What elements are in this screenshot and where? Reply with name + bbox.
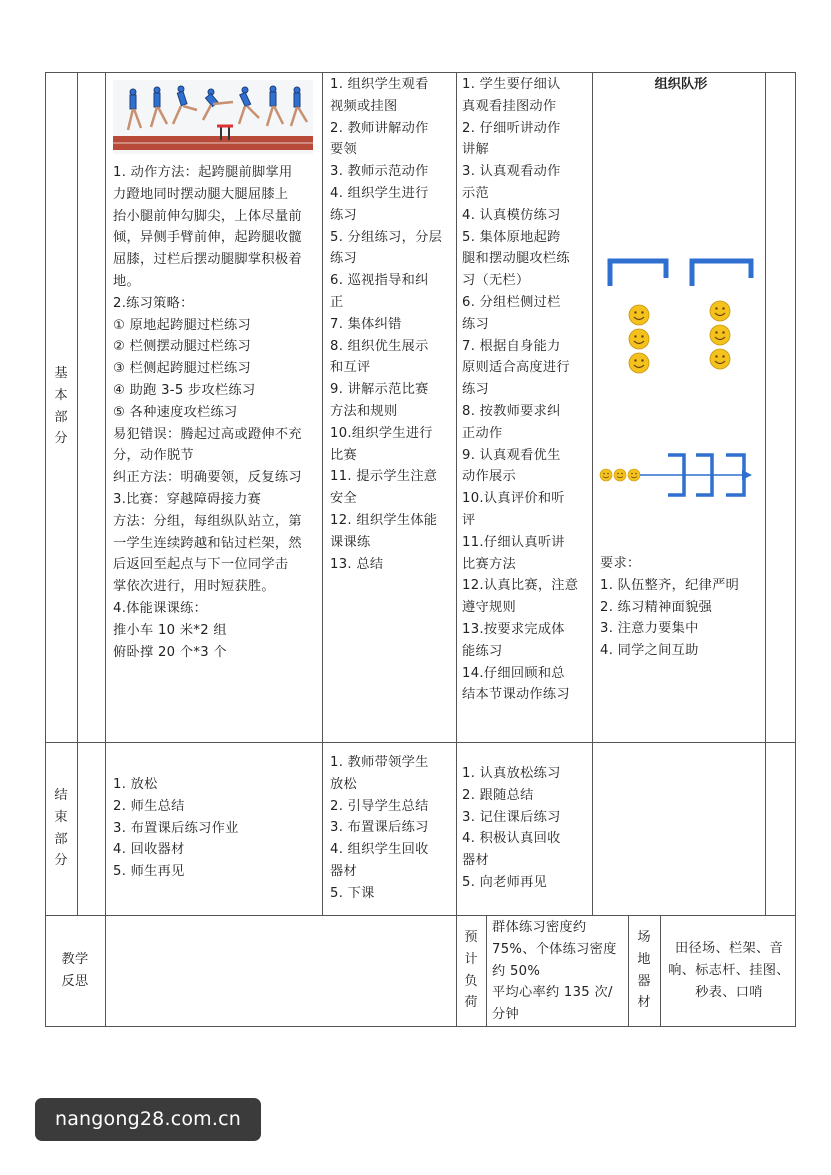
text-line: 练习: [462, 316, 489, 332]
text-line: 2. 练习精神面貌强: [600, 599, 713, 615]
table-border-top: [45, 72, 796, 73]
text-line: 抬小腿前伸勾脚尖，上体尽量前: [113, 208, 302, 224]
text-line: 7. 集体纠错: [330, 316, 402, 332]
text-line: 13. 总结: [330, 556, 384, 572]
text-line: 4. 同学之间互助: [600, 643, 699, 659]
text-line: 10.认真评价和听: [462, 491, 565, 507]
text-line: 4.体能课课练：: [113, 600, 208, 616]
text-line: 安全: [330, 491, 357, 507]
text-line: 2.练习策略：: [113, 295, 194, 311]
text-line: 和互评: [330, 360, 371, 376]
text-line: 腿和摆动腿攻栏练: [462, 251, 570, 267]
text-line: 原则适合高度进行: [462, 360, 570, 376]
text-line: 12. 组织学生体能: [330, 512, 438, 528]
smiley-icon: [614, 469, 626, 481]
end-content: [113, 774, 239, 883]
hurdle-photo: [113, 80, 313, 154]
text-line: 练习: [330, 207, 357, 223]
text-line: 5. 向老师再见: [462, 874, 548, 890]
text-line: 9. 认真观看优生: [462, 447, 561, 463]
text-line: 3. 记住课后练习: [462, 809, 561, 825]
smiley-icon: [629, 353, 649, 373]
label-char: 分: [54, 431, 68, 447]
text-line: 示范: [462, 185, 489, 201]
text-line: 后返回至起点与下一位同学击: [113, 557, 289, 573]
text-line: 正: [330, 294, 344, 310]
text-line: ② 栏侧摆动腿过栏练习: [113, 339, 252, 355]
text-line: 练习: [330, 251, 357, 267]
label-char: 计: [464, 951, 478, 967]
text-line: ③ 栏侧起跨腿过栏练习: [113, 361, 252, 377]
smiley-icon: [629, 329, 649, 349]
text-line: ① 原地起跨腿过栏练习: [113, 317, 252, 333]
venue-text: [665, 938, 793, 1003]
row-divider-end-footer: [45, 915, 796, 916]
text-line: 4. 组织学生回收: [330, 842, 429, 858]
smiley-group-right: [707, 298, 733, 370]
text-line: 2. 师生总结: [113, 798, 185, 814]
text-line: 6. 分组栏侧过栏: [462, 294, 561, 310]
footer-divider-2: [628, 915, 629, 1027]
text-line: 2. 跟随总结: [462, 787, 534, 803]
text-line: 方法：分组，每组纵队站立，第: [113, 513, 302, 529]
text-line: 13.按要求完成体: [462, 621, 565, 637]
text-line: 2. 仔细听讲动作: [462, 120, 561, 136]
text-line: 1. 放松: [113, 777, 158, 792]
text-line: 1. 学生要仔细认: [462, 77, 561, 92]
text-line: 教学: [61, 952, 89, 967]
text-line: 俯卧撑 20 个*3 个: [113, 644, 227, 660]
text-line: 7. 根据自身能力: [462, 338, 561, 354]
text-line: 一学生连续跨越和钻过栏架，然: [113, 535, 302, 551]
text-line: 8. 按教师要求纠: [462, 403, 561, 419]
label-char: 分: [54, 853, 68, 869]
text-line: 3. 布置课后练习: [330, 820, 429, 836]
col-divider-2: [105, 72, 106, 1027]
text-line: 易犯错误：腾起过高或蹬伸不充: [113, 426, 302, 442]
text-line: 屈膝，过栏后摆动腿脚掌积极着: [113, 252, 302, 268]
text-line: 11.仔细认真听讲: [462, 534, 565, 550]
label-char: 地: [637, 951, 651, 967]
arrow-formation-diagram: [640, 452, 756, 498]
text-line: 1. 教师带领学生: [330, 755, 429, 770]
text-line: 1. 认真放松练习: [462, 766, 561, 781]
venue-label: [634, 927, 654, 1014]
col-divider-3: [322, 72, 323, 916]
text-line: 分钟: [492, 1007, 519, 1023]
text-line: 掌依次进行，用时短获胜。: [113, 579, 275, 595]
text-line: 12.认真比赛，注意: [462, 578, 579, 594]
text-line: 75%、个体练习密度: [492, 941, 617, 957]
basic-section-label: [51, 363, 71, 450]
table-border-right: [795, 72, 796, 1027]
text-line: 能练习: [462, 643, 503, 659]
text-line: 比赛方法: [462, 556, 516, 572]
text-line: 要求：: [600, 556, 641, 571]
text-line: 地。: [113, 273, 140, 289]
text-line: 力蹬地同时摆动腿大腿屈膝上: [113, 186, 289, 202]
basic-content: [113, 162, 302, 663]
text-line: 群体练习密度约: [492, 920, 587, 935]
text-line: 视频或挂图: [330, 98, 398, 114]
basic-teacher-activities: [330, 74, 442, 575]
text-line: 方法和规则: [330, 403, 398, 419]
text-line: 正动作: [462, 425, 503, 441]
text-line: 10.组织学生进行: [330, 425, 433, 441]
smiley-group-left: [626, 302, 652, 374]
label-char: 预: [464, 930, 478, 945]
col-divider-6: [765, 72, 766, 916]
load-text: [492, 917, 617, 1026]
table-border-left: [45, 72, 46, 1027]
label-char: 材: [637, 995, 651, 1011]
text-line: 3. 布置课后练习作业: [113, 820, 239, 836]
text-line: 4. 认真模仿练习: [462, 207, 561, 223]
col-divider-5: [592, 72, 593, 916]
text-line: 4. 组织学生进行: [330, 185, 429, 201]
text-line: 比赛: [330, 447, 357, 463]
text-line: 真观看挂图动作: [462, 98, 557, 114]
text-line: 平均心率约 135 次/: [492, 985, 613, 1001]
text-line: 约 50%: [492, 963, 541, 979]
text-line: 倾，异侧手臂前伸，起跨腿收髋: [113, 230, 302, 246]
text-line: ⑤ 各种速度攻栏练习: [113, 404, 238, 420]
text-line: 5. 集体原地起跨: [462, 229, 561, 245]
watermark-badge: nangong28.com.cn: [35, 1098, 261, 1141]
text-line: 3.比赛：穿越障碍接力赛: [113, 491, 262, 507]
text-line: 1. 组织学生观看: [330, 77, 429, 92]
smiley-icon: [629, 305, 649, 325]
text-line: 习（无栏）: [462, 273, 530, 289]
bracket-formation-diagram: [605, 258, 755, 288]
reflection-label: [55, 949, 95, 993]
text-line: 4. 积极认真回收: [462, 831, 561, 847]
text-line: 器材: [462, 853, 489, 869]
row-divider-basic-end: [45, 742, 796, 743]
load-label: [461, 927, 481, 1014]
text-line: 9. 讲解示范比赛: [330, 382, 429, 398]
end-student-activities: [462, 763, 561, 894]
label-char: 部: [54, 409, 68, 425]
text-line: 结本节课动作练习: [462, 687, 570, 703]
smiley-icon: [600, 469, 612, 481]
text-line: 要领: [330, 142, 357, 158]
text-line: 响、标志杆、挂图、: [668, 962, 790, 978]
smiley-icon: [628, 469, 640, 481]
label-char: 结: [54, 788, 68, 803]
basic-student-activities: [462, 74, 578, 706]
text-line: 4. 回收器材: [113, 842, 185, 858]
table-border-bottom: [45, 1026, 796, 1027]
text-line: 动作展示: [462, 469, 516, 485]
label-char: 本: [54, 387, 68, 403]
label-char: 场: [637, 930, 651, 945]
text-line: 3. 认真观看动作: [462, 164, 561, 180]
text-line: 推小车 10 米*2 组: [113, 622, 227, 638]
label-char: 负: [464, 973, 478, 989]
text-line: 纠正方法：明确要领，反复练习: [113, 470, 302, 486]
text-line: 评: [462, 512, 476, 528]
smiley-row: [600, 466, 640, 484]
text-line: 器材: [330, 863, 357, 879]
text-line: 课课练: [330, 534, 371, 550]
text-line: 6. 巡视指导和纠: [330, 273, 429, 289]
text-line: 3. 教师示范动作: [330, 164, 429, 180]
label-char: 部: [54, 831, 68, 847]
text-line: 练习: [462, 382, 489, 398]
text-line: 2. 教师讲解动作: [330, 120, 429, 136]
text-line: ④ 助跑 3-5 步攻栏练习: [113, 382, 256, 398]
label-char: 束: [54, 809, 68, 825]
text-line: 1. 动作方法：起跨腿前脚掌用: [113, 165, 293, 180]
text-line: 5. 分组练习，分层: [330, 229, 443, 245]
organization-requirements: [600, 553, 739, 662]
text-line: 3. 注意力要集中: [600, 621, 699, 637]
end-section-label: [51, 785, 71, 872]
text-line: 田径场、栏架、音: [675, 941, 783, 956]
text-line: 分，动作脱节: [113, 448, 194, 464]
text-line: 秒表、口哨: [695, 984, 763, 1000]
text-line: 讲解: [462, 142, 489, 158]
text-line: 遵守规则: [462, 600, 516, 616]
text-line: 2. 引导学生总结: [330, 798, 429, 814]
text-line: 8. 组织优生展示: [330, 338, 429, 354]
text-line: 1. 队伍整齐，纪律严明: [600, 577, 740, 593]
label-char: 基: [54, 366, 68, 381]
text-line: 5. 师生再见: [113, 864, 185, 880]
smiley-icon: [710, 349, 730, 369]
organization-heading: 组织队形: [654, 77, 708, 92]
footer-divider-3: [660, 915, 661, 1027]
text-line: 反思: [61, 973, 89, 989]
smiley-icon: [710, 325, 730, 345]
footer-divider-1: [486, 915, 487, 1027]
label-char: 荷: [464, 995, 478, 1011]
label-char: 器: [637, 973, 651, 989]
text-line: 放松: [330, 776, 357, 792]
text-line: 11. 提示学生注意: [330, 469, 438, 485]
text-line: 5. 下课: [330, 885, 375, 901]
end-teacher-activities: [330, 752, 429, 905]
text-line: 14.仔细回顾和总: [462, 665, 565, 681]
col-divider-4: [456, 72, 457, 1027]
col-divider-1: [77, 72, 78, 916]
smiley-icon: [710, 301, 730, 321]
